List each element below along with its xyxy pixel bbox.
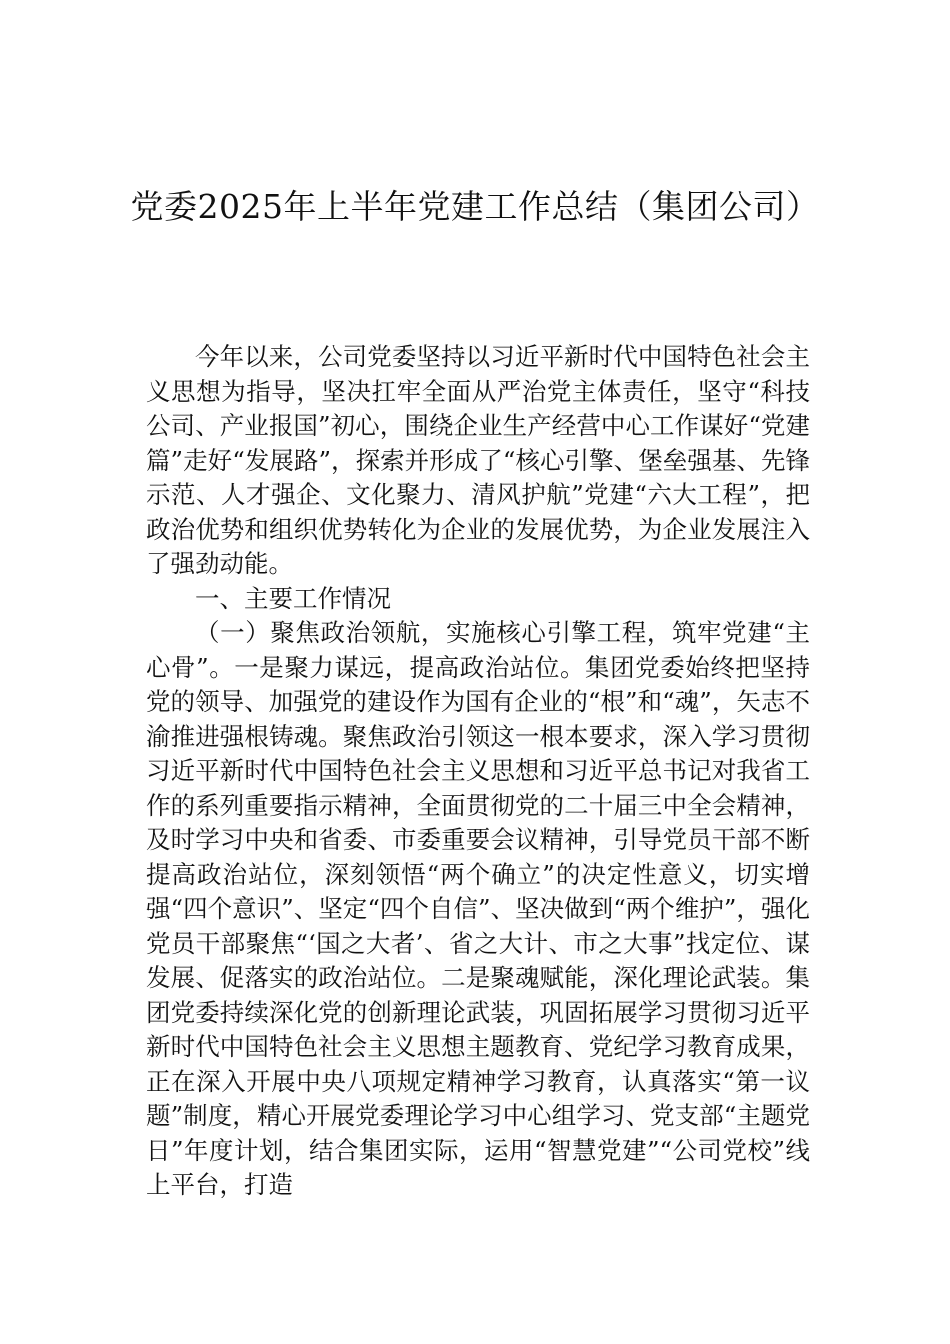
intro-paragraph: 今年以来，公司党委坚持以习近平新时代中国特色社会主义思想为指导，坚决扛牢全面从严治党主体责任，坚守“科技公司、产业报国”初心，围绕企业生产经营中心工作谋好“党建篇”走好“发展路”，探索并形成了“核心引擎、堡垒强基、先锋示范、人才强企、文化聚力、清风护航”党建“六大工程”，把政治优势和组织优势转化为企业的发展优势，为企业发展注入了强劲动能。 (146, 342, 810, 578)
section-heading: 一、主要工作情况 (195, 583, 391, 613)
section1-paragraph: （一）聚焦政治领航，实施核心引擎工程，筑牢党建“主心骨”。一是聚力谋远，提高政治站位。集团党委始终把坚持党的领导、加强党的建设作为国有企业的“根”和“魂”，矢志不渝推进强根铸魂。聚焦政治引领这一根本要求，深入学习贯彻习近平新时代中国特色社会主义思想和习近平总书记对我省工作的系列重要指示精神，全面贯彻党的二十届三中全会精神，及时学习中央和省委、市委重要会议精神，引导党员干部不断提高政治站位，深刻领悟“两个确立”的决定性意义，切实增强“四个意识”、坚定“四个自信”、坚决做到“两个维护”，强化党员干部聚焦“‘国之大者’、省之大计、市之大事”找定位、谋发展、促落实的政治站位。二是聚魂赋能，深化理论武装。集团党委持续深化党的创新理论武装，巩固拓展学习贯彻习近平新时代中国特色社会主义思想主题教育、党纪学习教育成果，正在深入开展中央八项规定精神学习教育，认真落实“第一议题”制度，精心开展党委理论学习中心组学习、党支部“主题党日”年度计划，结合集团实际，运用“智慧党建”“公司党校”线上平台，打造 (146, 618, 810, 1199)
document-title: 党委2025年上半年党建工作总结（集团公司） (130, 187, 820, 226)
document-body (146, 340, 810, 1203)
